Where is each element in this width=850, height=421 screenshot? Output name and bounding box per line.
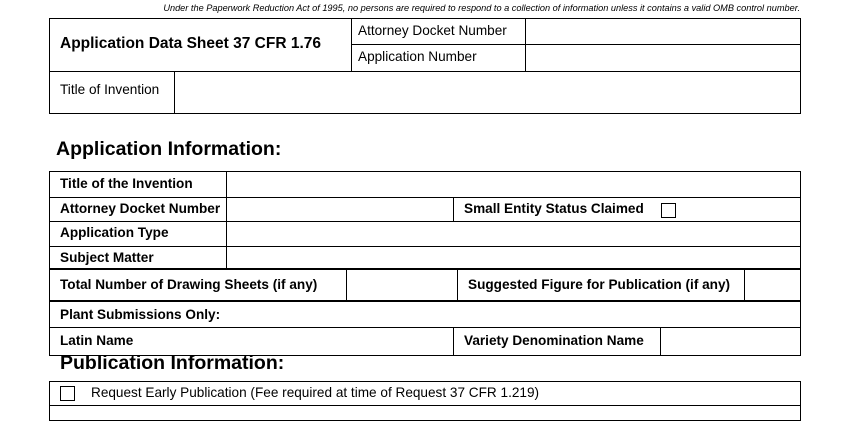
small-entity-label: Small Entity Status Claimed [464, 201, 644, 216]
small-entity-checkbox[interactable] [661, 203, 676, 218]
drawing-sheets-field[interactable] [348, 271, 456, 299]
subject-matter-label: Subject Matter [60, 250, 154, 265]
application-type-field[interactable] [228, 222, 798, 245]
drawing-sheets-label: Total Number of Drawing Sheets (if any) [60, 277, 318, 292]
title-of-invention-label: Title of Invention [60, 82, 160, 97]
docket-label: Attorney Docket Number [60, 201, 221, 216]
title-field[interactable] [228, 173, 798, 196]
subject-matter-field[interactable] [228, 247, 798, 268]
paperwork-notice: Under the Paperwork Reduction Act of 1995, no persons are required to respond to a collection of information unless it contains a valid OMB control number. [163, 3, 800, 13]
suggested-figure-label: Suggested Figure for Publication (if any) [468, 277, 731, 292]
latin-name-field[interactable] [180, 328, 452, 354]
early-publication-checkbox[interactable] [60, 386, 75, 401]
plant-submissions-box [49, 301, 801, 356]
latin-name-label: Latin Name [60, 333, 134, 348]
drawing-sheets-row [49, 269, 801, 301]
docket-field[interactable] [228, 198, 452, 220]
publication-info-heading: Publication Information: [60, 352, 285, 374]
suggested-figure-field[interactable] [746, 271, 799, 299]
title-label: Title of the Invention [60, 176, 193, 191]
application-info-heading: Application Information: [56, 138, 282, 160]
attorney-docket-label: Attorney Docket Number [358, 23, 507, 38]
application-type-label: Application Type [60, 225, 169, 240]
variety-denomination-label: Variety Denomination Name [464, 333, 644, 348]
variety-denomination-field[interactable] [662, 328, 799, 354]
header-box [49, 18, 801, 114]
plant-submissions-label: Plant Submissions Only: [60, 307, 221, 322]
early-publication-label: Request Early Publication (Fee required at time of Request 37 CFR 1.219) [91, 385, 540, 400]
application-info-table [49, 171, 801, 269]
attorney-docket-field[interactable] [527, 20, 799, 43]
application-number-label: Application Number [358, 49, 477, 64]
title-of-invention-field[interactable] [176, 73, 799, 112]
publication-box [49, 381, 801, 421]
form-title: Application Data Sheet 37 CFR 1.76 [60, 35, 321, 52]
application-number-field[interactable] [527, 46, 799, 70]
